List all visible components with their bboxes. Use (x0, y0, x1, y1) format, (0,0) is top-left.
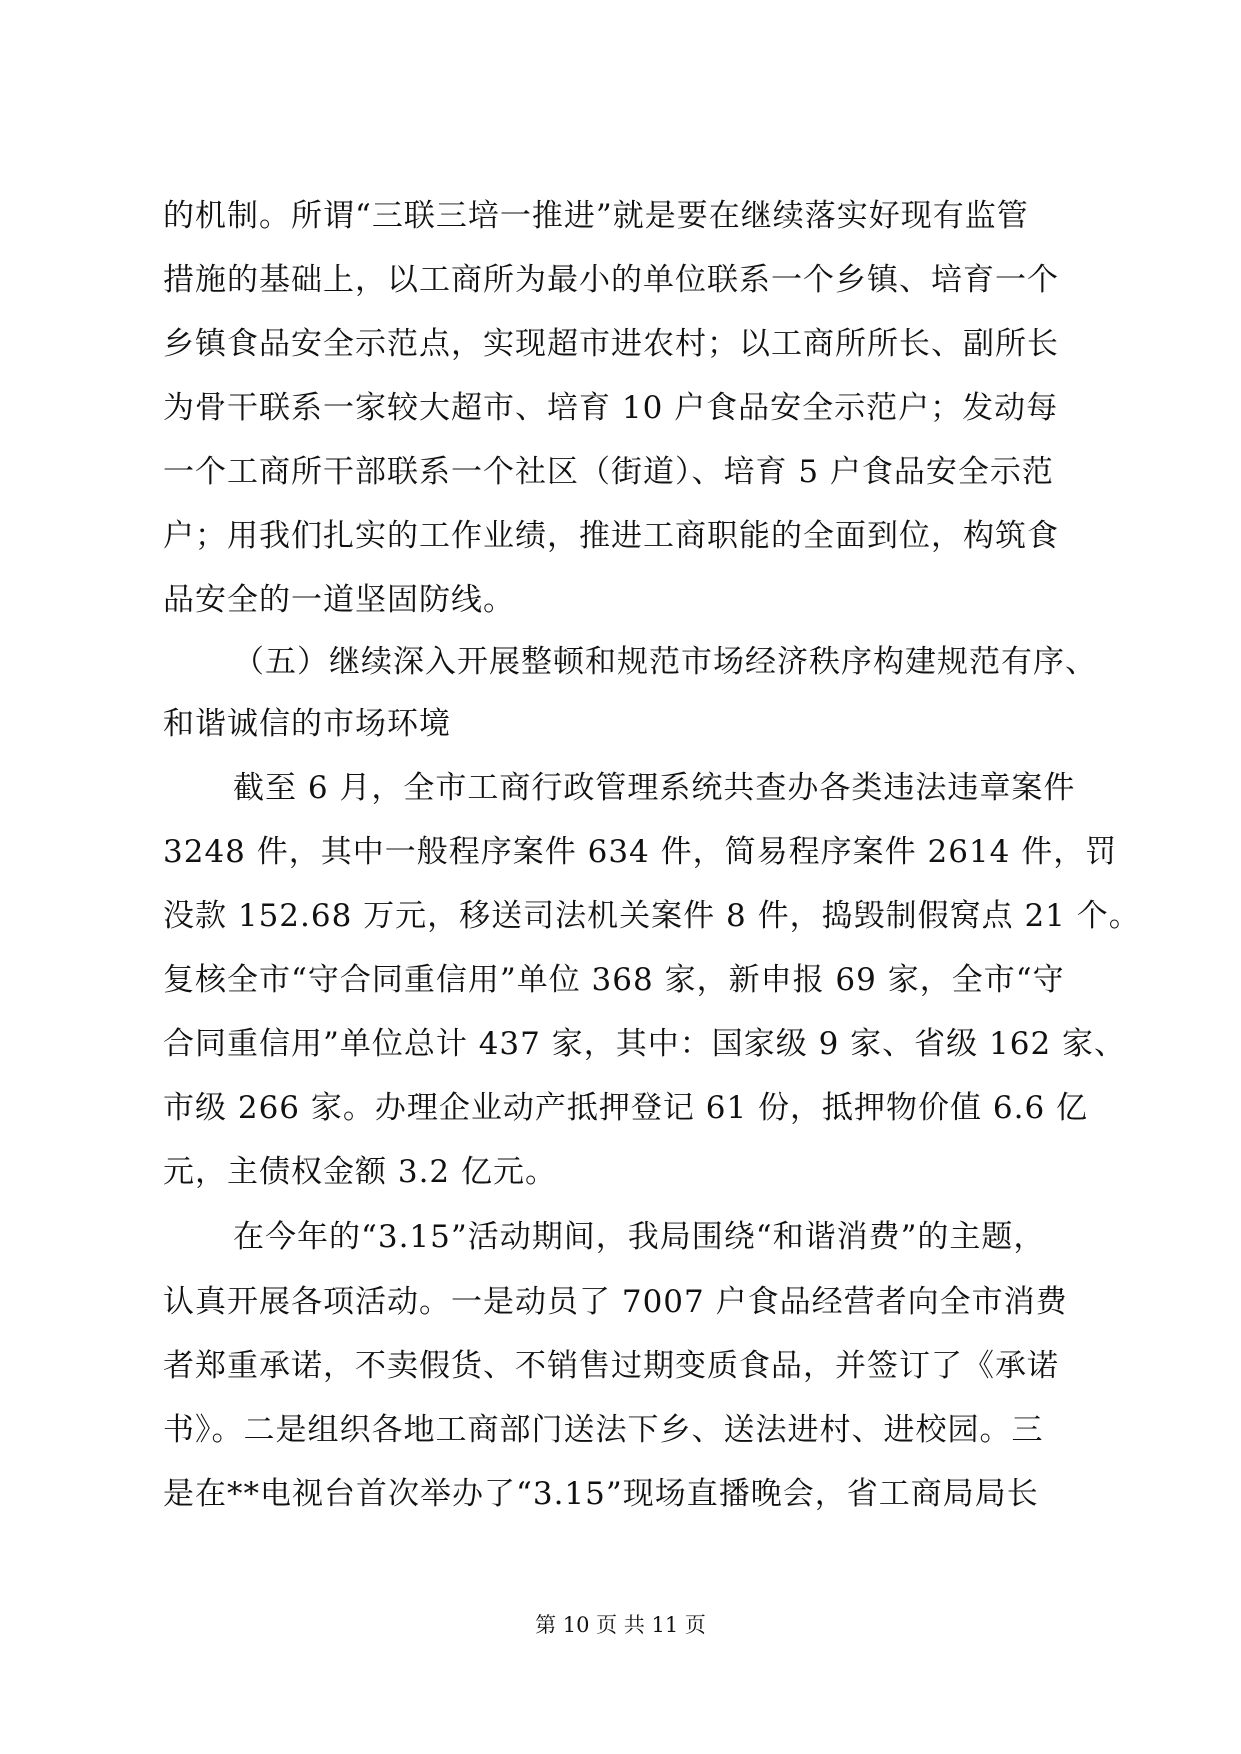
text-line: 一个工商所干部联系一个社区（街道）、培育 5 户食品安全示范 (163, 454, 1054, 490)
section-heading-line: （五）继续深入开展整顿和规范市场经济秩序构建规范有序、 (233, 644, 1097, 680)
text-line: 的机制。所谓“三联三培一推进”就是要在继续落实好现有监管 (163, 198, 1029, 234)
text-line: 元，主债权金额 3.2 亿元。 (163, 1154, 558, 1190)
text-line: 书》。二是组织各地工商部门送法下乡、送法进村、进校园。三 (163, 1412, 1044, 1448)
text-line: 认真开展各项活动。一是动员了 7007 户食品经营者向全市消费 (163, 1284, 1068, 1320)
text-line: 截至 6 月，全市工商行政管理系统共查办各类违法违章案件 (233, 770, 1076, 806)
text-line: 合同重信用”单位总计 437 家，其中：国家级 9 家、省级 162 家、 (163, 1026, 1127, 1062)
text-line: 户；用我们扎实的工作业绩，推进工商职能的全面到位，构筑食 (163, 518, 1059, 554)
text-line: 措施的基础上，以工商所为最小的单位联系一个乡镇、培育一个 (163, 262, 1059, 298)
section-heading-line: 和谐诚信的市场环境 (163, 706, 451, 742)
text-line: 品安全的一道坚固防线。 (163, 582, 515, 618)
text-line: 复核全市“守合同重信用”单位 368 家，新申报 69 家，全市“守 (163, 962, 1065, 998)
text-line: 3248 件，其中一般程序案件 634 件，简易程序案件 2614 件，罚 (163, 834, 1118, 870)
page-number-footer: 第 10 页 共 11 页 (535, 1613, 706, 1637)
text-line: 是在**电视台首次举办了“3.15”现场直播晚会，省工商局局长 (163, 1476, 1039, 1512)
text-line: 在今年的“3.15”活动期间，我局围绕“和谐消费”的主题， (233, 1219, 1046, 1255)
text-line: 市级 266 家。办理企业动产抵押登记 61 份，抵押物价值 6.6 亿 (163, 1090, 1089, 1126)
text-line: 者郑重承诺，不卖假货、不销售过期变质食品，并签订了《承诺 (163, 1348, 1059, 1384)
text-line: 为骨干联系一家较大超市、培育 10 户食品安全示范户；发动每 (163, 390, 1059, 426)
text-line: 没款 152.68 万元，移送司法机关案件 8 件，捣毁制假窝点 21 个。 (163, 898, 1141, 934)
text-line: 乡镇食品安全示范点，实现超市进农村；以工商所所长、副所长 (163, 326, 1059, 362)
